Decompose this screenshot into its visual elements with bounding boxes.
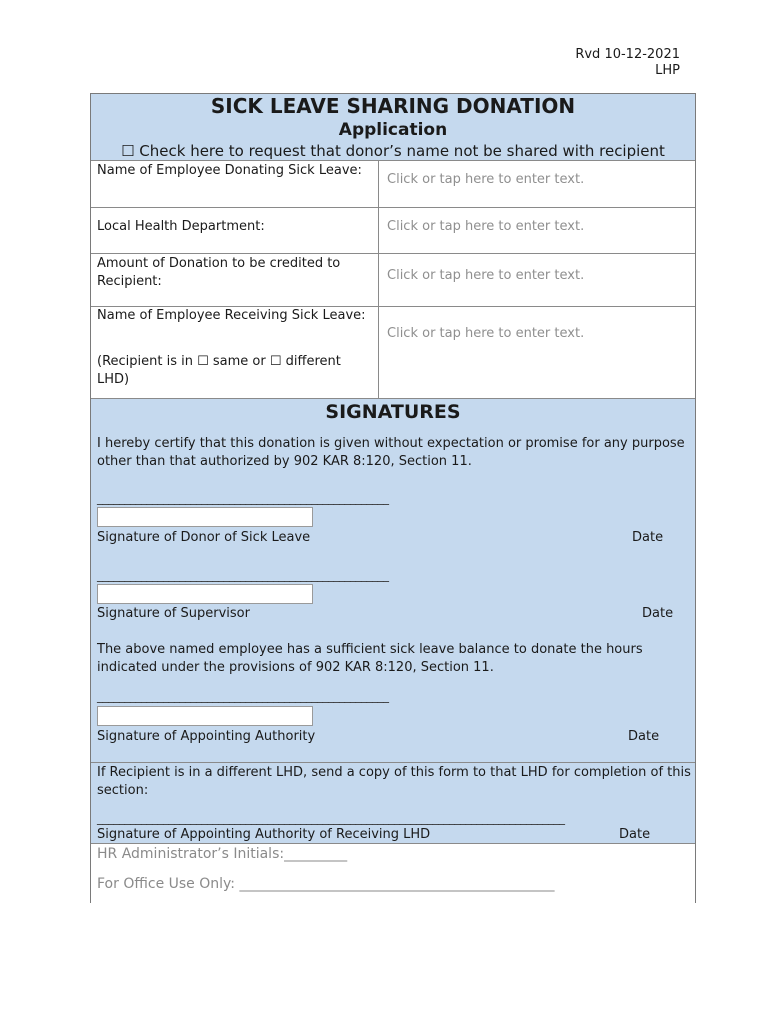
certify-text: I hereby certify that this donation is given without expectation or promise for any purpose other than that authorized by 902 KAR 8:120, Section 11. bbox=[97, 436, 685, 469]
hr-initials-field[interactable]: HR Administrator’s Initials:_________ bbox=[97, 846, 348, 862]
authority-date-label: Date bbox=[628, 729, 660, 744]
column-divider bbox=[378, 160, 379, 398]
donor-name-row bbox=[91, 160, 695, 208]
donor-signature-label: Signature of Donor of Sick Leave bbox=[97, 530, 311, 545]
amount-row bbox=[91, 253, 695, 307]
signatures-section bbox=[91, 398, 695, 763]
receiving-date-label: Date bbox=[619, 827, 651, 842]
lhd-label: Local Health Department: bbox=[97, 219, 265, 234]
authority-signature-label: Signature of Appointing Authority bbox=[97, 729, 316, 744]
revision-date: Rvd 10-12-2021 bbox=[575, 47, 680, 62]
form-subtitle: Application bbox=[338, 120, 448, 140]
receiving-lhd-section bbox=[91, 762, 695, 844]
lhd-row bbox=[91, 207, 695, 254]
authority-signature-field[interactable] bbox=[97, 706, 313, 726]
donor-name-label: Name of Employee Donating Sick Leave: bbox=[97, 163, 362, 178]
receiving-signature-label: Signature of Appointing Authority of Receiving LHD bbox=[97, 827, 431, 842]
amount-label: Amount of Donation to be credited to Recipient: bbox=[97, 256, 341, 289]
recipient-field[interactable]: Click or tap here to enter text. bbox=[387, 326, 585, 341]
amount-field[interactable]: Click or tap here to enter text. bbox=[387, 268, 585, 283]
office-use-section bbox=[91, 843, 695, 903]
signatures-heading: SIGNATURES bbox=[325, 401, 461, 423]
donor-signature-line: _____________________________________________________ bbox=[97, 491, 389, 505]
balance-text: The above named employee has a sufficient sick leave balance to donate the hours indicated under the provisions of 902 KAR 8:120, Section 11. bbox=[97, 642, 643, 675]
receiving-instruction: If Recipient is in a different LHD, send a copy of this form to that LHD for completion of this section: bbox=[97, 765, 691, 798]
recipient-row bbox=[91, 306, 695, 399]
supervisor-date-label: Date bbox=[642, 606, 674, 621]
supervisor-signature-field[interactable] bbox=[97, 584, 313, 604]
supervisor-signature-line: _____________________________________________________ bbox=[97, 568, 389, 582]
donor-name-field[interactable]: Click or tap here to enter text. bbox=[387, 172, 585, 187]
anonymity-checkbox[interactable]: ☐ Check here to request that donor’s name not be shared with recipient bbox=[121, 142, 665, 160]
donor-date-label: Date bbox=[632, 530, 664, 545]
receiving-signature-line: _____________________________________________________________________________________ bbox=[97, 811, 565, 825]
authority-signature-line: _____________________________________________________ bbox=[97, 689, 389, 703]
revision-note bbox=[575, 47, 680, 79]
form-title: SICK LEAVE SHARING DONATION bbox=[210, 94, 576, 118]
recipient-label: Name of Employee Receiving Sick Leave: bbox=[97, 308, 366, 323]
recipient-lhd-choice[interactable]: (Recipient is in ☐ same or ☐ different LHD) bbox=[97, 354, 341, 387]
lhd-field[interactable]: Click or tap here to enter text. bbox=[387, 219, 585, 234]
donor-signature-field[interactable] bbox=[97, 507, 313, 527]
office-use-field[interactable]: For Office Use Only: _____________________________________________ bbox=[97, 876, 555, 892]
form-header bbox=[91, 94, 695, 160]
revision-initials: LHP bbox=[655, 63, 680, 78]
supervisor-signature-label: Signature of Supervisor bbox=[97, 606, 250, 621]
